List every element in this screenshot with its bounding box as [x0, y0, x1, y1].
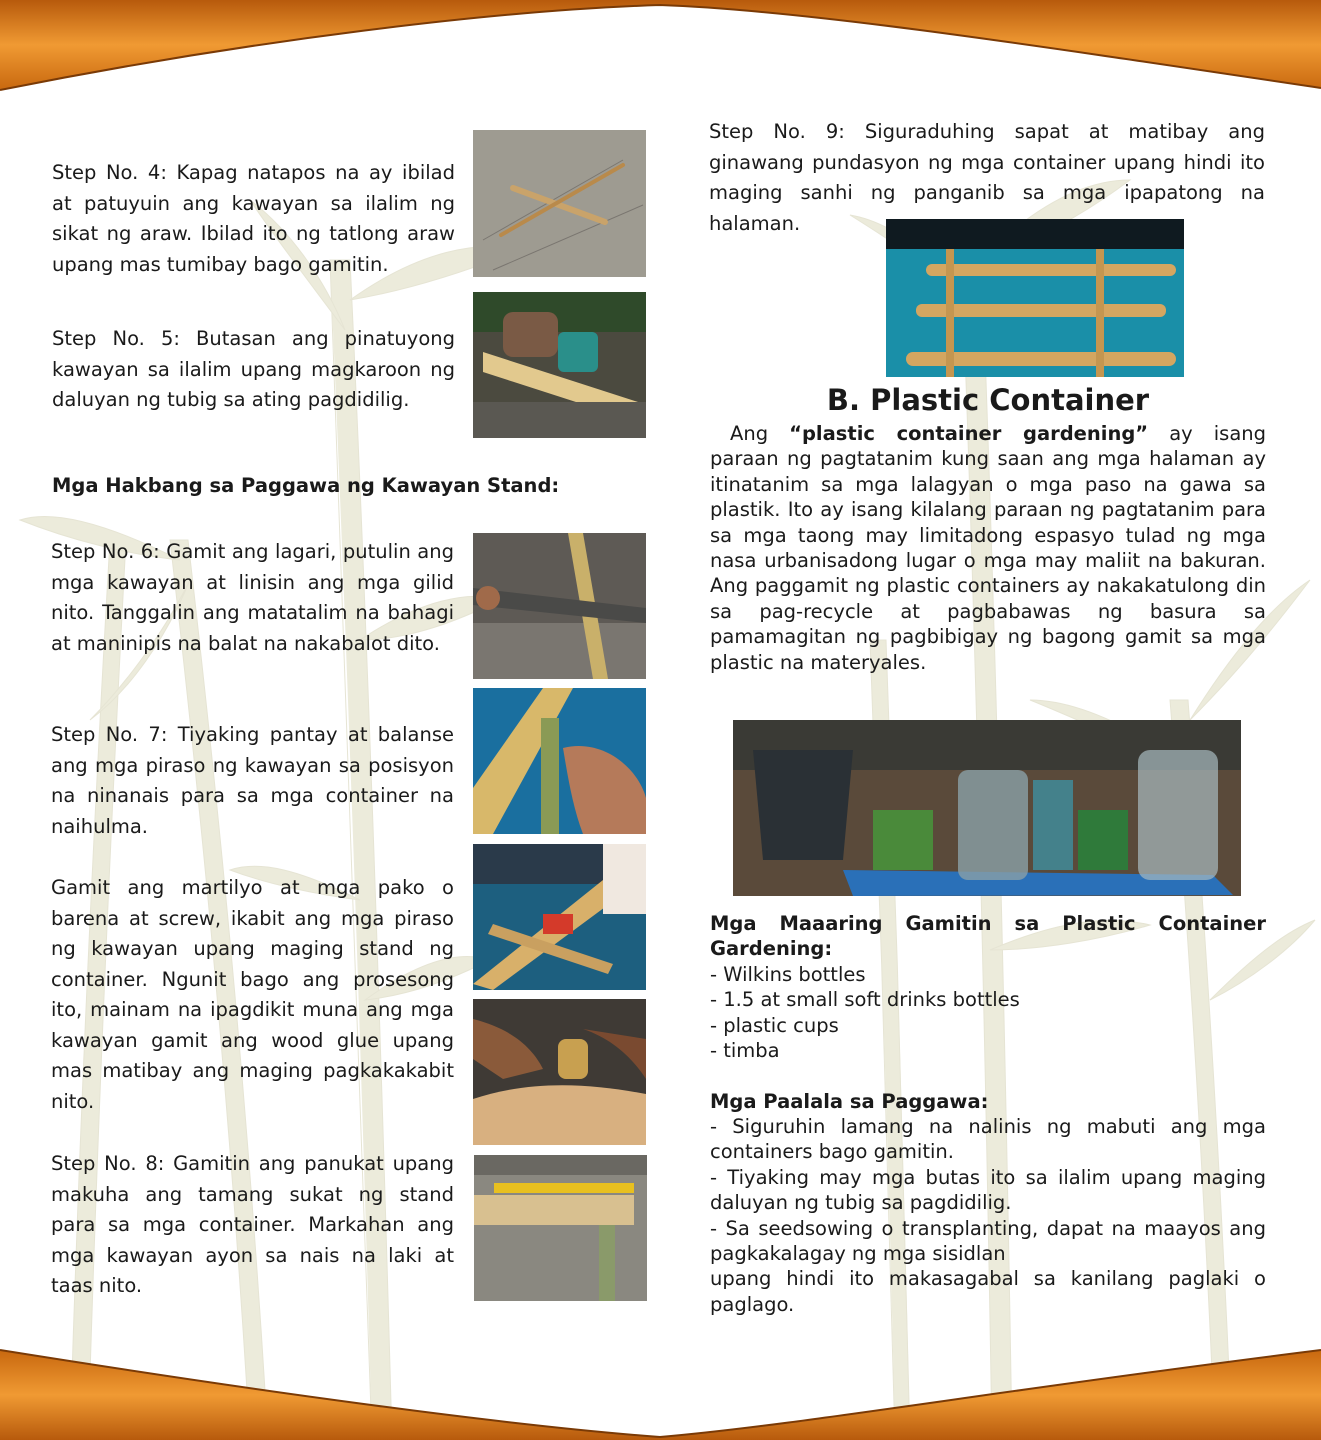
step-6-text: Step No. 6: Gamit ang lagari, putulin ang mga kawayan at linisin ang mga gilid nito. Tanggalin ang matatalim na bahagi at maninipis na balat na nakabalot dito. — [51, 540, 454, 655]
step-7-text: Step No. 7: Tiyaking pantay at balanse ang mga piraso ng kawayan sa posisyon na ninanais para sa mga container na naihulma. — [51, 723, 454, 838]
intro-rest: ay isang paraan ng pagtatanim kung saan ang mga halaman ay itinatanim sa mga lalagyan o mga paso na gawa sa plastik. Ito ay isang kilalang paraan ng pagtatanim para sa mga taong may limitadong espasyo tulad ng mga nasa urbanisadong lugar o mga may maliit na bakuran. Ang paggamit ng plastic containers ay nakakatulong din sa pag-recycle at pagbabawas ng basura sa pamamagitan ng pagbibigay ng bagong gamit sa mga plastic na materyales. — [710, 422, 1267, 674]
top-decorative-band — [0, 0, 1321, 95]
list-item: - Wilkins bottles — [710, 963, 866, 986]
step-7-continued-text: Gamit ang martilyo at mga pako o barena at screw, ikabit ang mga piraso ng kawayan upang maging stand ng container. Ngunit bago ang prosesong ito, mainam na ipagdikit muna ang mga kawayan gamit ang wood glue upang mas matibay ang maging pagkakakabit nito. — [51, 876, 454, 1113]
bottom-decorative-band — [0, 1345, 1321, 1440]
step-4-text: Step No. 4: Kapag natapos na ay ibilad at patuyuin ang kawayan sa ilalim ng sikat ng araw. Ibilad ito ng tatlong araw upang mas tumibay bago gamitin. — [52, 161, 455, 276]
photo-plastic-containers — [733, 720, 1241, 896]
plastic-container-section-title: B. Plastic Container — [826, 383, 1150, 417]
stand-steps-heading: Mga Hakbang sa Paggawa ng Kawayan Stand: — [52, 474, 560, 497]
photo-gluing-bamboo — [473, 999, 646, 1145]
photo-drying-bamboo — [473, 130, 646, 277]
photo-balancing-bamboo — [473, 688, 646, 834]
photo-sawing-bamboo — [473, 533, 646, 679]
list-item: - Sa seedsowing o transplanting, dapat na maayos ang pagkakalagay ng mga sisidlan — [710, 1216, 1266, 1266]
list-item: - 1.5 at small soft drinks bottles — [710, 988, 1020, 1012]
list-item: - plastic cups — [710, 1013, 839, 1037]
materials-list — [710, 962, 1266, 1064]
reminders-list — [710, 1114, 1266, 1317]
plastic-container-intro — [710, 421, 1266, 675]
list-item: - Tiyaking may mga butas ito sa ilalim upang maging daluyan ng tubig sa pagdidilig. — [710, 1165, 1266, 1215]
step-5-text: Step No. 5: Butasan ang pinatuyong kawayan sa ilalim upang magkaroon ng daluyan ng tubig sa ating pagdidilig. — [52, 327, 455, 411]
photo-finished-bamboo-stand — [886, 219, 1184, 377]
list-item: - Siguruhin lamang na nalinis ng mabuti ang mga containers bago gamitin. — [710, 1115, 1266, 1164]
step-9-text: Step No. 9: Siguraduhing sapat at matibay ang ginawang pundasyon ng mga container upang hindi ito maging sanhi ng panganib sa mga ipapatong na halaman. — [709, 120, 1265, 235]
list-item: upang hindi ito makasagabal sa kanilang paglaki o paglago. — [710, 1267, 1266, 1316]
photo-drilling-bamboo — [473, 292, 646, 438]
photo-assembling-stand — [473, 844, 646, 990]
photo-measuring-bamboo — [474, 1155, 647, 1301]
reminders-heading: Mga Paalala sa Paggawa: — [710, 1090, 989, 1113]
intro-lead: Ang — [730, 422, 769, 445]
materials-heading: Mga Maaaring Gamitin sa Plastic Container Gardening: — [710, 912, 1266, 961]
intro-term: “plastic container gardening” — [789, 422, 1149, 445]
list-item: - timba — [710, 1039, 780, 1063]
step-8-text: Step No. 8: Gamitin ang panukat upang makuha ang tamang sukat ng stand para sa mga container. Markahan ang mga kawayan ayon sa nais na laki at taas nito. — [51, 1152, 454, 1297]
